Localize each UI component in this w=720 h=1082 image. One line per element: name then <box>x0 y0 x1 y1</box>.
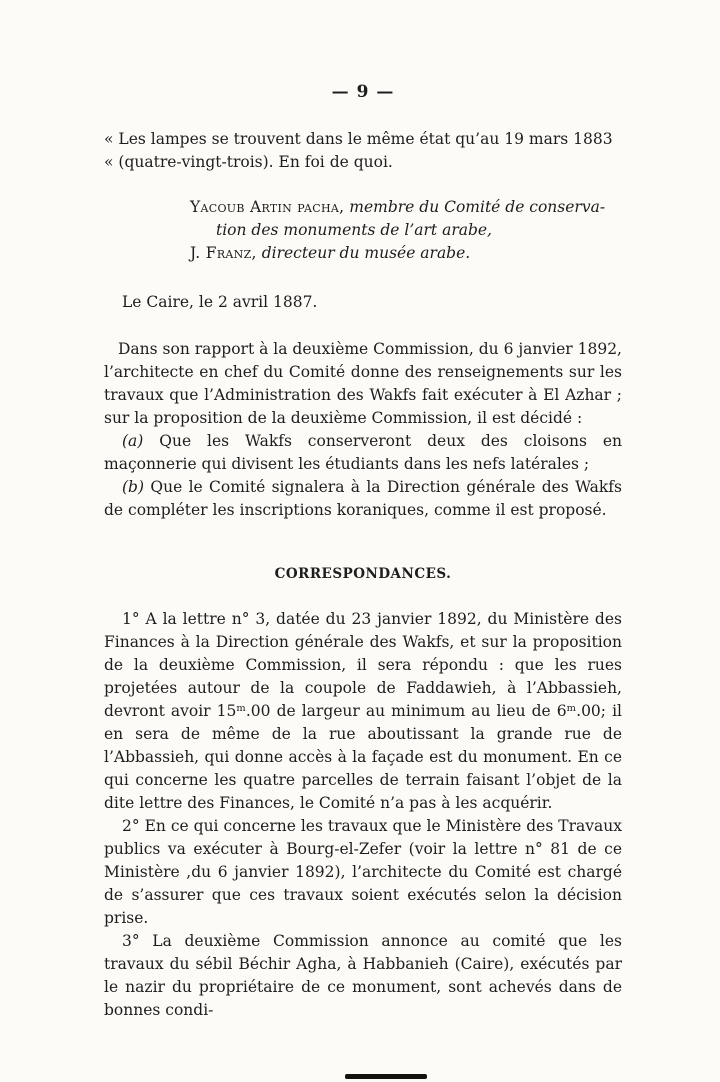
quote-line-1: « Les lampes se trouvent dans le même état qu’au 19 mars 1883 <box>104 130 613 148</box>
report-item-a <box>104 430 622 476</box>
signature-line-2 <box>190 242 622 265</box>
report-item-b-text: Que le Comité signalera à la Direction générale des Wakfs de compléter les inscriptions koraniques, comme il est proposé. <box>104 478 623 519</box>
report-item-b-marker: (b) <box>122 478 145 496</box>
report-section <box>104 338 622 522</box>
correspondance-item-2: 2° En ce qui concerne les travaux que le Ministère des Travaux publics va exécuter à Bourg-el-Zefer (voir la lettre n° 81 de ce Ministère ,du 6 janvier 1892), l’architecte du Comité est chargé de s’assurer que ces travaux soient exécutés selon la décision prise. <box>104 817 622 927</box>
report-item-a-marker: (a) <box>122 432 144 450</box>
signatory-name-1: Yacoub Artin pacha, <box>190 198 345 216</box>
correspondances-section <box>104 608 622 1022</box>
report-item-a-text: Que les Wakfs conserveront deux des cloisons en maçonnerie qui divisent les étudiants dans les nefs latérales ; <box>104 432 622 473</box>
signatory-name-2: J. Franz, <box>190 244 257 262</box>
scan-artifact <box>345 1074 427 1079</box>
report-intro-paragraph: Dans son rapport à la deuxième Commission, du 6 janvier 1892, l’architecte en chef du Comité donne des renseignements sur les travaux que l’Administration des Wakfs fait exécuter à El Azhar ; sur la proposition de la deuxième Commission, il est décidé : <box>104 340 622 427</box>
report-item-b <box>104 476 622 522</box>
dateline: Le Caire, le 2 avril 1887. <box>122 293 318 311</box>
quote-paragraph <box>104 128 622 174</box>
signature-block <box>190 196 622 265</box>
signatory-role-1a: membre du Comité de conserva- <box>349 198 606 216</box>
signatory-role-2: directeur du musée arabe. <box>261 244 471 262</box>
correspondance-item-3: 3° La deuxième Commission annonce au comité que les travaux du sébil Béchir Agha, à Habbanieh (Caire), exécutés par le nazir du propriétaire de ce monument, sont achevés dans de bonnes condi- <box>104 932 622 1019</box>
correspondance-item-1: 1° A la lettre n° 3, datée du 23 janvier 1892, du Ministère des Finances à la Direction générale des Wakfs, et sur la proposition de la deuxième Commission, il sera répondu : que les rues projetées autour de la coupole de Faddawieh, à l’Abbassieh, devront avoir 15ᵐ.00 de largeur au minimum au lieu de 6ᵐ.00; il en sera de même de la rue aboutissant la grande rue de l’Abbassieh, qui donne accès à la façade est du monument. En ce qui concerne les quatre parcelles de terrain faisant l’objet de la dite lettre des Finances, le Comité n’a pas à les acquérir. <box>104 610 622 812</box>
section-heading-correspondances: CORRESPONDANCES. <box>274 566 452 582</box>
signature-line-1 <box>190 196 622 219</box>
quote-line-2: « (quatre-vingt-trois). En foi de quoi. <box>104 153 393 171</box>
signatory-role-1b: tion des monuments de l’art arabe, <box>216 221 492 239</box>
page-number: — 9 — <box>331 82 395 102</box>
